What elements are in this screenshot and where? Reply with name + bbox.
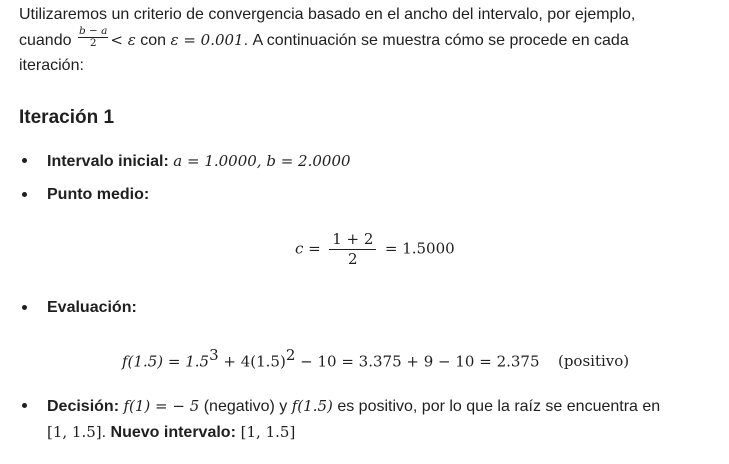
midpoint-equation [295,230,455,269]
intro-line-1: Utilizaremos un criterio de convergencia basado en el ancho del intervalo, por ejemplo, [19,6,636,23]
inline-fraction [78,26,108,49]
evaluation-exp-1: 3 [209,346,219,364]
evaluation-exp-2: 2 [285,346,296,364]
new-interval-value: [1, 1.5] [235,423,296,441]
evaluation-rhs: − 10 = 3.375 + 9 − 10 = 2.375 [295,352,540,371]
epsilon-value: ε = 0.001 [170,30,244,49]
intro-con: con [135,31,171,49]
decision-f1: f(1) = − 5 [123,397,200,415]
intro-rest: . A continuación se muestra cómo se procede en cada [243,31,629,49]
list-item-text [47,394,660,419]
bullet-dot [22,305,27,310]
decision-f15: f(1.5) [291,397,333,415]
midpoint-rhs: = 1.5000 [384,239,455,258]
intro-paragraph [19,2,719,79]
intro-line-3: iteración: [19,57,84,74]
decision-text-2: es positivo, por lo que la raíz se encuentra en [332,398,661,415]
list-item-text [47,183,149,207]
item-label: Punto medio: [47,186,150,203]
item-label: Decisión: [47,398,120,415]
evaluation-note: (positivo) [557,352,630,371]
evaluation-mid: + 4(1.5) [218,352,286,371]
decision-text: (negativo) y [199,398,292,415]
bullet-dot [22,158,27,163]
new-interval-label: Nuevo intervalo: [110,424,236,441]
bullet-dot [22,403,27,408]
inline-condition: < ε [110,30,136,49]
bullet-dot [22,192,27,197]
list-item-text-line-2 [47,420,295,445]
decision-interval: [1, 1.5] [47,423,102,441]
decision-sep: . [101,424,111,441]
midpoint-fraction [329,230,376,269]
midpoint-numerator: 1 + 2 [329,230,376,250]
evaluation-lhs: f(1.5) = 1.5 [122,352,210,371]
item-label: Evaluación: [47,299,137,316]
inline-fraction-numerator: b − a [78,24,108,37]
midpoint-denominator: 2 [348,250,358,268]
intro-cuando: cuando [19,31,72,49]
inline-fraction-denominator: 2 [89,36,97,49]
item-label: Intervalo inicial: [47,153,169,170]
evaluation-equation [122,346,629,371]
midpoint-lhs: c = [295,239,321,258]
section-heading: Iteración 1 [19,107,115,128]
list-item-text [47,296,137,320]
list-item-text [47,149,351,174]
item-math: a = 1.0000, b = 2.0000 [173,152,351,170]
